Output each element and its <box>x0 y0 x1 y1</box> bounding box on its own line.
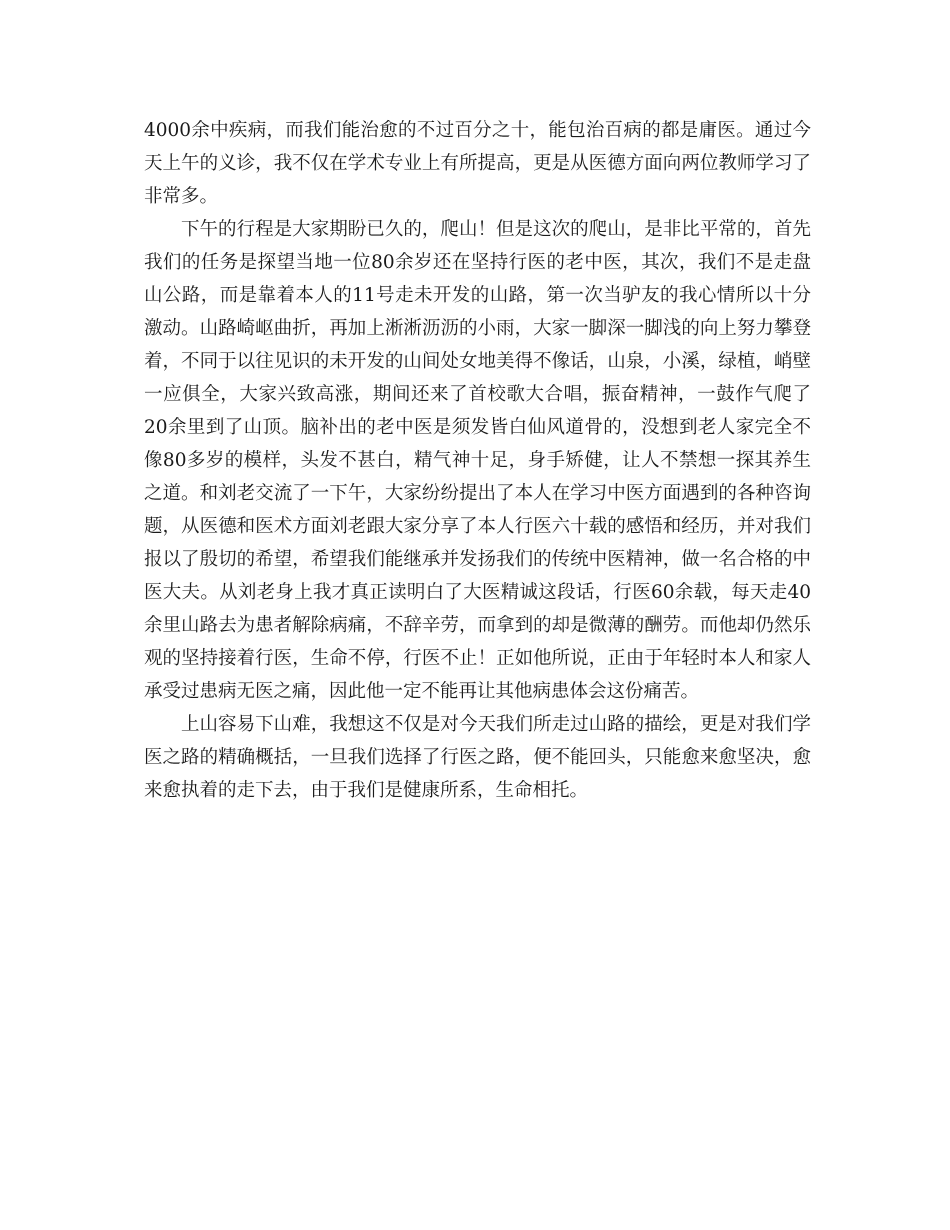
paragraph-continued: 4000余中疾病，而我们能治愈的不过百分之十，能包治百病的都是庸医。通过今天上午的义诊，我不仅在学术专业上有所提高，更是从医德方面向两位教师学习了非常多。 <box>144 120 811 207</box>
paragraph-conclusion: 上山容易下山难，我想这不仅是对今天我们所走过山路的描绘，更是对我们学医之路的精确概括，一旦我们选择了行医之路，便不能回头，只能愈来愈坚决，愈来愈执着的走下去，由于我们是健康所系，生命相托。 <box>144 714 811 801</box>
paragraph-mountain-climb: 下午的行程是大家期盼已久的，爬山！但是这次的爬山，是非比平常的，首先我们的任务是探望当地一位80余岁还在坚持行医的老中医，其次，我们不是走盘山公路，而是靠着本人的11号走未开发的山路，第一次当驴友的我心情所以十分激动。山路崎岖曲折，再加上淅淅沥沥的小雨，大家一脚深一脚浅的向上努力攀登着，不同于以往见识的未开发的山间处女地美得不像话，山泉，小溪，绿植，峭壁一应俱全，大家兴致高涨，期间还来了首校歌大合唱，振奋精神，一鼓作气爬了20余里到了山顶。脑补出的老中医是须发皆白仙风道骨的，没想到老人家完全不像80多岁的模样，头发不甚白，精气神十足，身手矫健，让人不禁想一探其养生之道。和刘老交流了一下午，大家纷纷提出了本人在学习中医方面遇到的各种咨询题，从医德和医术方面刘老跟大家分享了本人行医六十载的感悟和经历，并对我们报以了殷切的希望，希望我们能继承并发扬我们的传统中医精神，做一名合格的中医大夫。从刘老身上我才真正读明白了大医精诚这段话，行医60余载，每天走40余里山路去为患者解除病痛，不辞辛劳，而拿到的却是微薄的酬劳。而他却仍然乐观的坚持接着行医，生命不停，行医不止！正如他所说，正由于年轻时本人和家人承受过患病无医之痛，因此他一定不能再让其他病患体会这份痛苦。 <box>144 219 811 702</box>
body-text <box>144 114 811 807</box>
